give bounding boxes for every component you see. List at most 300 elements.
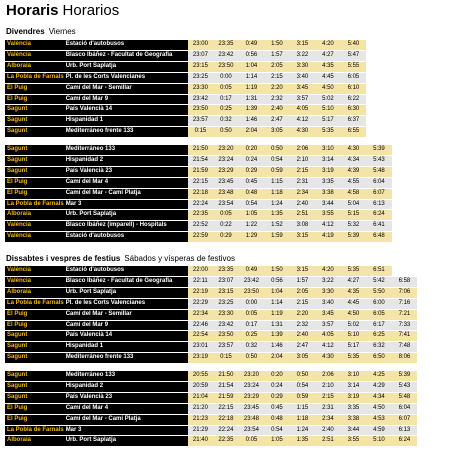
- time-cell: 1:59: [264, 232, 290, 243]
- time-cell: 23:42: [213, 320, 239, 331]
- time-cell: 6:05: [366, 309, 392, 320]
- empty-cell: [392, 50, 418, 61]
- municipality-cell: Sagunt: [5, 342, 64, 353]
- time-cell: 23:29: [213, 166, 239, 177]
- time-cell: 23:25: [188, 72, 214, 83]
- table-row: [5, 298, 417, 309]
- time-cell: 21:59: [213, 392, 239, 403]
- time-cell: 23:54: [239, 425, 265, 436]
- time-cell: 6:50: [366, 353, 392, 364]
- time-cell: 0:50: [264, 145, 290, 155]
- time-cell: 1:04: [239, 61, 265, 72]
- time-cell: 22:52: [188, 221, 214, 232]
- municipality-cell: Sagunt: [5, 331, 64, 342]
- stop-cell: Camí del Mar - Semillar: [64, 83, 188, 94]
- time-cell: 7:41: [392, 331, 418, 342]
- time-cell: 20:59: [188, 381, 214, 392]
- time-cell: 4:55: [341, 177, 367, 188]
- stop-cell: Camí del Mar 4: [64, 177, 188, 188]
- time-cell: 22:34: [188, 309, 214, 320]
- title-catalan: Horaris: [6, 2, 59, 19]
- time-cell: 0:54: [264, 425, 290, 436]
- time-cell: 4:35: [315, 61, 341, 72]
- time-cell: 21:50: [188, 145, 214, 155]
- table-row: [5, 287, 417, 298]
- empty-cell: [392, 232, 418, 243]
- table-row: [5, 320, 417, 331]
- time-cell: 1:57: [264, 50, 290, 61]
- time-cell: 1:19: [264, 309, 290, 320]
- time-cell: 0:49: [239, 40, 265, 50]
- time-cell: 2:04: [264, 353, 290, 364]
- table-row: [5, 309, 417, 320]
- time-cell: 2:40: [264, 105, 290, 116]
- time-cell: 22:59: [188, 232, 214, 243]
- time-cell: 6:00: [366, 298, 392, 309]
- time-cell: 3:19: [341, 392, 367, 403]
- time-cell: 5:32: [341, 221, 367, 232]
- time-cell: 8:06: [392, 353, 418, 364]
- time-cell: 0:15: [188, 127, 214, 138]
- time-cell: 0:17: [239, 320, 265, 331]
- time-cell: 23:35: [213, 266, 239, 276]
- time-cell: 23:50: [239, 287, 265, 298]
- time-cell: 22:18: [188, 188, 214, 199]
- time-cell: 3:44: [341, 425, 367, 436]
- time-cell: 23:24: [239, 381, 265, 392]
- table-row: [5, 177, 417, 188]
- municipality-cell: El Puig: [5, 94, 64, 105]
- time-cell: 3:35: [341, 403, 367, 414]
- time-cell: 2:51: [315, 436, 341, 447]
- empty-cell: [366, 105, 392, 116]
- municipality-cell: Sagunt: [5, 116, 64, 127]
- stop-cell: Camí del Mar 9: [64, 320, 188, 331]
- empty-cell: [392, 116, 418, 127]
- time-cell: 1:24: [290, 425, 316, 436]
- time-cell: 5:35: [341, 353, 367, 364]
- time-cell: 3:22: [290, 50, 316, 61]
- stop-cell: Estació d'autobusos: [64, 232, 188, 243]
- time-cell: 3:05: [264, 127, 290, 138]
- time-cell: 1:05: [264, 436, 290, 447]
- table-row: [5, 116, 417, 127]
- time-cell: 5:10: [315, 105, 341, 116]
- empty-cell: [392, 72, 418, 83]
- time-cell: 2:32: [290, 320, 316, 331]
- time-cell: 22:15: [188, 177, 214, 188]
- time-cell: 0:54: [264, 155, 290, 166]
- empty-cell: [366, 116, 392, 127]
- time-cell: 3:05: [290, 353, 316, 364]
- time-cell: 7:16: [392, 298, 418, 309]
- empty-cell: [366, 127, 392, 138]
- time-cell: 23:57: [188, 116, 214, 127]
- time-cell: 1:29: [239, 232, 265, 243]
- section-heading: Dissabtes i vespres de festius: [6, 254, 121, 263]
- time-cell: 23:24: [213, 155, 239, 166]
- time-cell: 5:55: [341, 61, 367, 72]
- stop-cell: Camí del Mar - Semillar: [64, 309, 188, 320]
- time-cell: 0:59: [264, 166, 290, 177]
- time-cell: 3:35: [315, 177, 341, 188]
- time-cell: 0:32: [239, 342, 265, 353]
- time-cell: 2:47: [264, 116, 290, 127]
- time-cell: 6:07: [366, 188, 392, 199]
- time-cell: 21:54: [213, 381, 239, 392]
- time-cell: 1:39: [264, 331, 290, 342]
- time-cell: 23:20: [239, 371, 265, 381]
- time-cell: 0:29: [264, 392, 290, 403]
- time-cell: 22:54: [188, 331, 214, 342]
- time-cell: 4:12: [315, 221, 341, 232]
- empty-cell: [366, 61, 392, 72]
- time-cell: 3:45: [315, 309, 341, 320]
- empty-cell: [392, 40, 418, 50]
- time-cell: 3:30: [315, 287, 341, 298]
- time-cell: 21:04: [188, 392, 214, 403]
- time-cell: 3:55: [315, 210, 341, 221]
- table-row: [5, 266, 417, 276]
- municipality-cell: València: [5, 50, 64, 61]
- empty-cell: [366, 72, 392, 83]
- time-cell: 4:45: [341, 298, 367, 309]
- time-cell: 5:48: [366, 166, 392, 177]
- time-cell: 2:05: [264, 61, 290, 72]
- time-cell: 4:53: [366, 414, 392, 425]
- empty-cell: [392, 155, 418, 166]
- time-cell: 1:57: [290, 276, 316, 287]
- time-cell: 21:23: [188, 414, 214, 425]
- time-cell: 1:24: [264, 199, 290, 210]
- time-cell: 5:39: [366, 145, 392, 155]
- time-cell: 0:05: [239, 436, 265, 447]
- time-cell: 3:22: [315, 276, 341, 287]
- time-cell: 23:57: [213, 342, 239, 353]
- time-cell: 2:40: [315, 425, 341, 436]
- table-row: [5, 40, 417, 50]
- stop-cell: Blasco Ibáñez - Facultat de Geografia: [64, 50, 188, 61]
- stop-cell: Blasco Ibáñez - Facultat de Geografia: [64, 276, 188, 287]
- time-cell: 1:31: [264, 320, 290, 331]
- stop-cell: Camí del Mar 4: [64, 403, 188, 414]
- municipality-cell: Sagunt: [5, 353, 64, 364]
- time-cell: 6:22: [341, 94, 367, 105]
- time-cell: 6:58: [392, 276, 418, 287]
- time-cell: 4:19: [315, 232, 341, 243]
- time-cell: 2:40: [290, 199, 316, 210]
- table-row: [5, 392, 417, 403]
- time-cell: 5:15: [341, 210, 367, 221]
- time-cell: 22:29: [188, 298, 214, 309]
- time-cell: 2:40: [290, 331, 316, 342]
- stop-cell: Mar 3: [64, 425, 188, 436]
- time-cell: 5:17: [315, 116, 341, 127]
- municipality-cell: València: [5, 232, 64, 243]
- time-cell: 6:37: [341, 116, 367, 127]
- time-cell: 23:45: [213, 177, 239, 188]
- time-cell: 2:32: [264, 94, 290, 105]
- time-cell: 0:59: [290, 392, 316, 403]
- time-cell: 0:48: [239, 188, 265, 199]
- time-cell: 6:17: [366, 320, 392, 331]
- time-cell: 4:50: [315, 83, 341, 94]
- time-cell: 0:54: [239, 199, 265, 210]
- municipality-cell: València: [5, 40, 64, 50]
- time-cell: 22:46: [188, 320, 214, 331]
- stop-cell: Urb. Port Saplatja: [64, 287, 188, 298]
- time-cell: 3:57: [315, 320, 341, 331]
- time-cell: 6:30: [341, 105, 367, 116]
- time-cell: 23:42: [239, 276, 265, 287]
- time-cell: 0:49: [239, 266, 265, 276]
- municipality-cell: Alboraia: [5, 287, 64, 298]
- municipality-cell: El Puig: [5, 403, 64, 414]
- stop-cell: Urb. Port Saplatja: [64, 436, 188, 447]
- stop-cell: Mediterráneo 133: [64, 145, 188, 155]
- table-row: [5, 155, 417, 166]
- time-cell: 2:10: [290, 155, 316, 166]
- time-cell: 22:18: [213, 414, 239, 425]
- time-cell: 4:34: [366, 392, 392, 403]
- stop-cell: Camí del Mar - Camí Platja: [64, 414, 188, 425]
- time-cell: 5:40: [341, 40, 367, 50]
- empty-cell: [392, 127, 418, 138]
- table-row: [5, 436, 417, 447]
- time-cell: 2:15: [264, 72, 290, 83]
- time-cell: 5:02: [341, 320, 367, 331]
- empty-cell: [392, 94, 418, 105]
- stop-cell: Urb. Port Saplatja: [64, 61, 188, 72]
- timetable-saturday-return: [5, 371, 417, 447]
- time-cell: 5:39: [392, 371, 418, 381]
- time-cell: 4:12: [315, 342, 341, 353]
- time-cell: 0:56: [264, 276, 290, 287]
- time-cell: 0:25: [213, 105, 239, 116]
- time-cell: 23:19: [188, 353, 214, 364]
- time-cell: 23:48: [239, 414, 265, 425]
- municipality-cell: Sagunt: [5, 166, 64, 177]
- time-cell: 3:08: [290, 221, 316, 232]
- table-row: [5, 61, 417, 72]
- time-cell: 2:15: [290, 298, 316, 309]
- time-cell: 3:15: [290, 232, 316, 243]
- time-cell: 0:20: [264, 371, 290, 381]
- time-cell: 3:57: [290, 94, 316, 105]
- time-cell: 5:10: [366, 436, 392, 447]
- time-cell: 20:55: [188, 371, 214, 381]
- time-cell: 23:25: [213, 298, 239, 309]
- municipality-cell: València: [5, 266, 64, 276]
- time-cell: 2:10: [315, 381, 341, 392]
- time-cell: 1:50: [264, 266, 290, 276]
- time-cell: 1:05: [239, 210, 265, 221]
- table-row: [5, 414, 417, 425]
- empty-cell: [366, 40, 392, 50]
- municipality-cell: La Pobla de Farnals: [5, 298, 64, 309]
- time-cell: 4:30: [290, 127, 316, 138]
- time-cell: 6:04: [392, 403, 418, 414]
- time-cell: 3:45: [290, 83, 316, 94]
- section-heading-friday: [6, 27, 76, 37]
- time-cell: 6:13: [392, 425, 418, 436]
- table-row: [5, 83, 417, 94]
- time-cell: 3:40: [290, 72, 316, 83]
- time-cell: 6:25: [366, 331, 392, 342]
- time-cell: 23:15: [213, 287, 239, 298]
- time-cell: 23:00: [188, 40, 214, 50]
- empty-cell: [392, 166, 418, 177]
- time-cell: 23:07: [188, 50, 214, 61]
- time-cell: 3:44: [315, 199, 341, 210]
- table-row: [5, 199, 417, 210]
- stop-cell: Pl. de les Corts Valencianes: [64, 298, 188, 309]
- time-cell: 21:54: [188, 155, 214, 166]
- time-cell: 22:15: [213, 403, 239, 414]
- municipality-cell: La Pobla de Farnals: [5, 72, 64, 83]
- municipality-cell: El Puig: [5, 177, 64, 188]
- timetable-saturday-outbound: [5, 266, 417, 364]
- empty-cell: [392, 83, 418, 94]
- time-cell: 23:50: [213, 61, 239, 72]
- time-cell: 1:18: [290, 414, 316, 425]
- time-cell: 23:42: [213, 50, 239, 61]
- time-cell: 3:19: [315, 166, 341, 177]
- time-cell: 1:35: [290, 436, 316, 447]
- stop-cell: País Valencià 14: [64, 331, 188, 342]
- table-row: [5, 188, 417, 199]
- time-cell: 0:50: [290, 371, 316, 381]
- time-cell: 2:15: [315, 392, 341, 403]
- municipality-cell: València: [5, 221, 64, 232]
- time-cell: 4:27: [315, 50, 341, 61]
- time-cell: 23:30: [188, 83, 214, 94]
- time-cell: 1:15: [290, 403, 316, 414]
- time-cell: 21:50: [213, 371, 239, 381]
- municipality-cell: Alboraia: [5, 61, 64, 72]
- time-cell: 23:29: [239, 392, 265, 403]
- table-row: [5, 403, 417, 414]
- time-cell: 4:05: [315, 331, 341, 342]
- time-cell: 7:48: [392, 342, 418, 353]
- time-cell: 4:12: [290, 116, 316, 127]
- time-cell: 6:13: [366, 199, 392, 210]
- time-cell: 7:21: [392, 309, 418, 320]
- time-cell: 4:39: [341, 166, 367, 177]
- municipality-cell: Sagunt: [5, 145, 64, 155]
- time-cell: 6:32: [366, 342, 392, 353]
- empty-cell: [366, 50, 392, 61]
- municipality-cell: Alboraia: [5, 210, 64, 221]
- time-cell: 5:17: [341, 342, 367, 353]
- time-cell: 23:01: [188, 342, 214, 353]
- time-cell: 0:00: [213, 72, 239, 83]
- table-row: [5, 381, 417, 392]
- table-row: [5, 331, 417, 342]
- time-cell: 0:05: [213, 83, 239, 94]
- time-cell: 4:45: [315, 72, 341, 83]
- time-cell: 22:19: [188, 287, 214, 298]
- time-cell: 1:14: [264, 298, 290, 309]
- time-cell: 1:18: [264, 188, 290, 199]
- time-cell: 0:45: [264, 403, 290, 414]
- time-cell: 3:30: [290, 61, 316, 72]
- time-cell: 6:05: [341, 72, 367, 83]
- time-cell: 0:17: [213, 94, 239, 105]
- time-cell: 4:50: [366, 403, 392, 414]
- time-cell: 23:20: [213, 145, 239, 155]
- time-cell: 6:04: [366, 177, 392, 188]
- time-cell: 7:33: [392, 320, 418, 331]
- time-cell: 22:11: [188, 276, 214, 287]
- empty-cell: [392, 105, 418, 116]
- time-cell: 23:07: [213, 276, 239, 287]
- table-row: [5, 232, 417, 243]
- time-cell: 2:04: [239, 127, 265, 138]
- empty-cell: [392, 177, 418, 188]
- table-row: [5, 342, 417, 353]
- time-cell: 0:29: [213, 232, 239, 243]
- empty-cell: [392, 266, 418, 276]
- section-heading-saturday: [6, 254, 235, 264]
- stop-cell: Estació d'autobusos: [64, 266, 188, 276]
- stop-cell: Hispanidad 1: [64, 342, 188, 353]
- stop-cell: Urb. Port Saplatja: [64, 210, 188, 221]
- timetable-friday-outbound: [5, 40, 417, 138]
- stop-cell: Estació d'autobusos: [64, 40, 188, 50]
- time-cell: 6:07: [392, 414, 418, 425]
- section-subheading: Viernes: [48, 27, 76, 36]
- time-cell: 4:50: [341, 309, 367, 320]
- time-cell: 2:34: [290, 188, 316, 199]
- time-cell: 5:47: [341, 50, 367, 61]
- time-cell: 4:20: [315, 266, 341, 276]
- time-cell: 0:45: [239, 177, 265, 188]
- time-cell: 1:19: [239, 83, 265, 94]
- time-cell: 6:24: [366, 210, 392, 221]
- time-cell: 0:00: [239, 298, 265, 309]
- time-cell: 5:42: [366, 276, 392, 287]
- time-cell: 2:51: [290, 210, 316, 221]
- stop-cell: Blasco Ibáñez (imparell) - Hospitals: [64, 221, 188, 232]
- time-cell: 4:30: [315, 353, 341, 364]
- municipality-cell: Sagunt: [5, 155, 64, 166]
- municipality-cell: El Puig: [5, 188, 64, 199]
- empty-cell: [366, 94, 392, 105]
- time-cell: 0:54: [290, 381, 316, 392]
- time-cell: 23:15: [188, 61, 214, 72]
- table-row: [5, 221, 417, 232]
- time-cell: 3:38: [341, 414, 367, 425]
- municipality-cell: València: [5, 276, 64, 287]
- stop-cell: País Valencià 23: [64, 166, 188, 177]
- empty-cell: [392, 199, 418, 210]
- time-cell: 6:24: [392, 436, 418, 447]
- time-cell: 7:06: [392, 287, 418, 298]
- time-cell: 1:46: [264, 342, 290, 353]
- time-cell: 6:55: [341, 127, 367, 138]
- table-row: [5, 371, 417, 381]
- time-cell: 0:29: [239, 166, 265, 177]
- time-cell: 3:38: [315, 188, 341, 199]
- time-cell: 4:20: [315, 40, 341, 50]
- time-cell: 3:14: [341, 381, 367, 392]
- time-cell: 0:24: [264, 381, 290, 392]
- time-cell: 23:45: [239, 403, 265, 414]
- time-cell: 0:22: [213, 221, 239, 232]
- time-cell: 23:50: [213, 331, 239, 342]
- municipality-cell: Alboraia: [5, 436, 64, 447]
